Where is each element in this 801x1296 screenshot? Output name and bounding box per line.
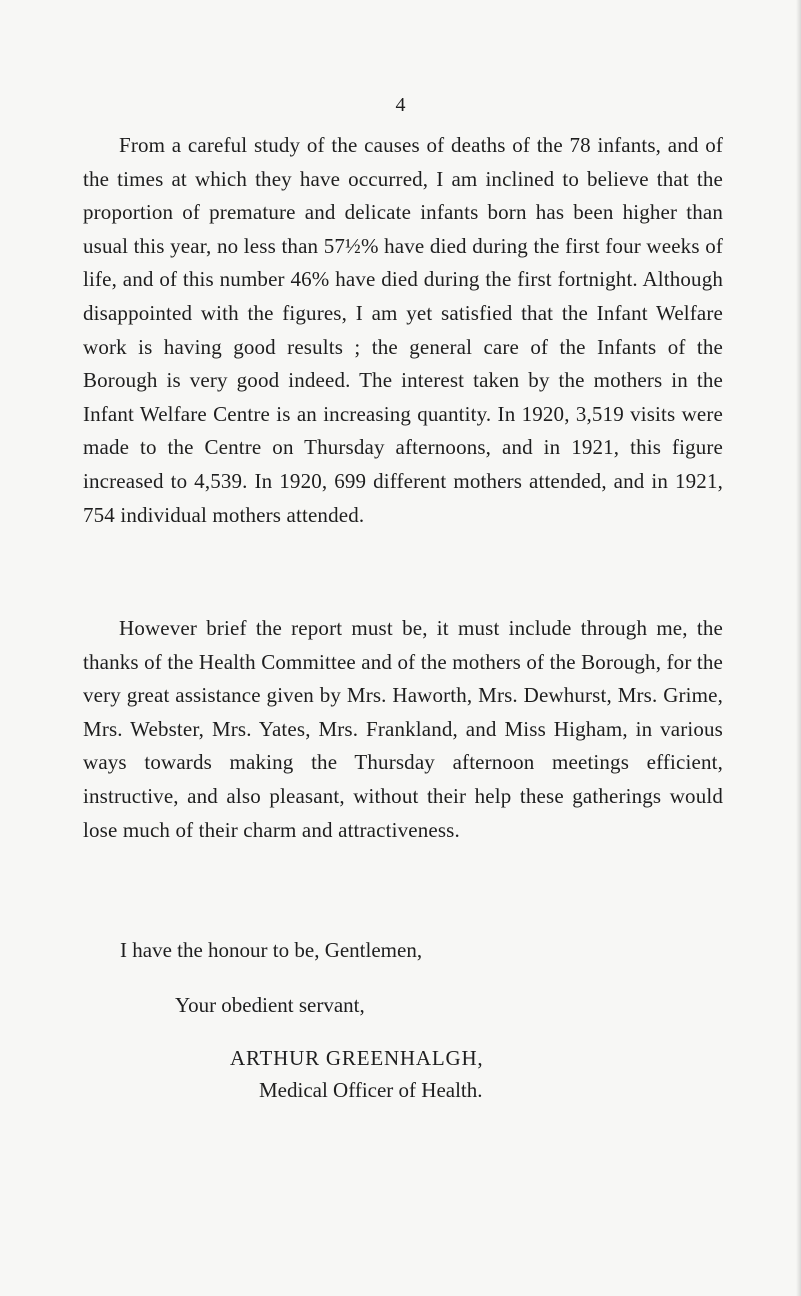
page-number: 4	[395, 94, 406, 116]
page-edge-shadow	[796, 0, 801, 1296]
signature-title: Medical Officer of Health.	[259, 1078, 483, 1102]
signature-name: ARTHUR GREENHALGH,	[230, 1046, 484, 1070]
body-paragraph-1: From a careful study of the causes of deaths of the 78 infants, and of the times at which they have occurred, I am inclined to believe that the proportion of premature and delicate infants born has been higher than usual this year, no less than 57½% have died during the first four weeks of life, and of this number 46% have died during the first fortnight. Although disappointed with the figures, I am yet satisfied that the Infant Welfare work is having good results ; the general care of the Infants of the Borough is very good indeed. The interest taken by the mothers in the Infant Welfare Centre is an increasing quantity. In 1920, 3,519 visits were made to the Centre on Thursday afternoons, and in 1921, this figure increased to 4,539. In 1920, 699 different mothers attended, and in 1921, 754 individual mothers attended.	[83, 133, 723, 527]
body-paragraph-2: However brief the report must be, it must include through me, the thanks of the Health Committee and of the mothers of the Borough, for the very great assistance given by Mrs. Haworth, Mrs. Dewhurst, Mrs. Grime, Mrs. Webster, Mrs. Yates, Mrs. Frankland, and Miss Higham, in various ways towards making the Thursday afternoon meetings efficient, instructive, and also pleasant, without their help these gatherings would lose much of their charm and attractiveness.	[83, 616, 723, 842]
closing-line: I have the honour to be, Gentlemen,	[120, 938, 423, 962]
valediction-line: Your obedient servant,	[175, 993, 365, 1017]
